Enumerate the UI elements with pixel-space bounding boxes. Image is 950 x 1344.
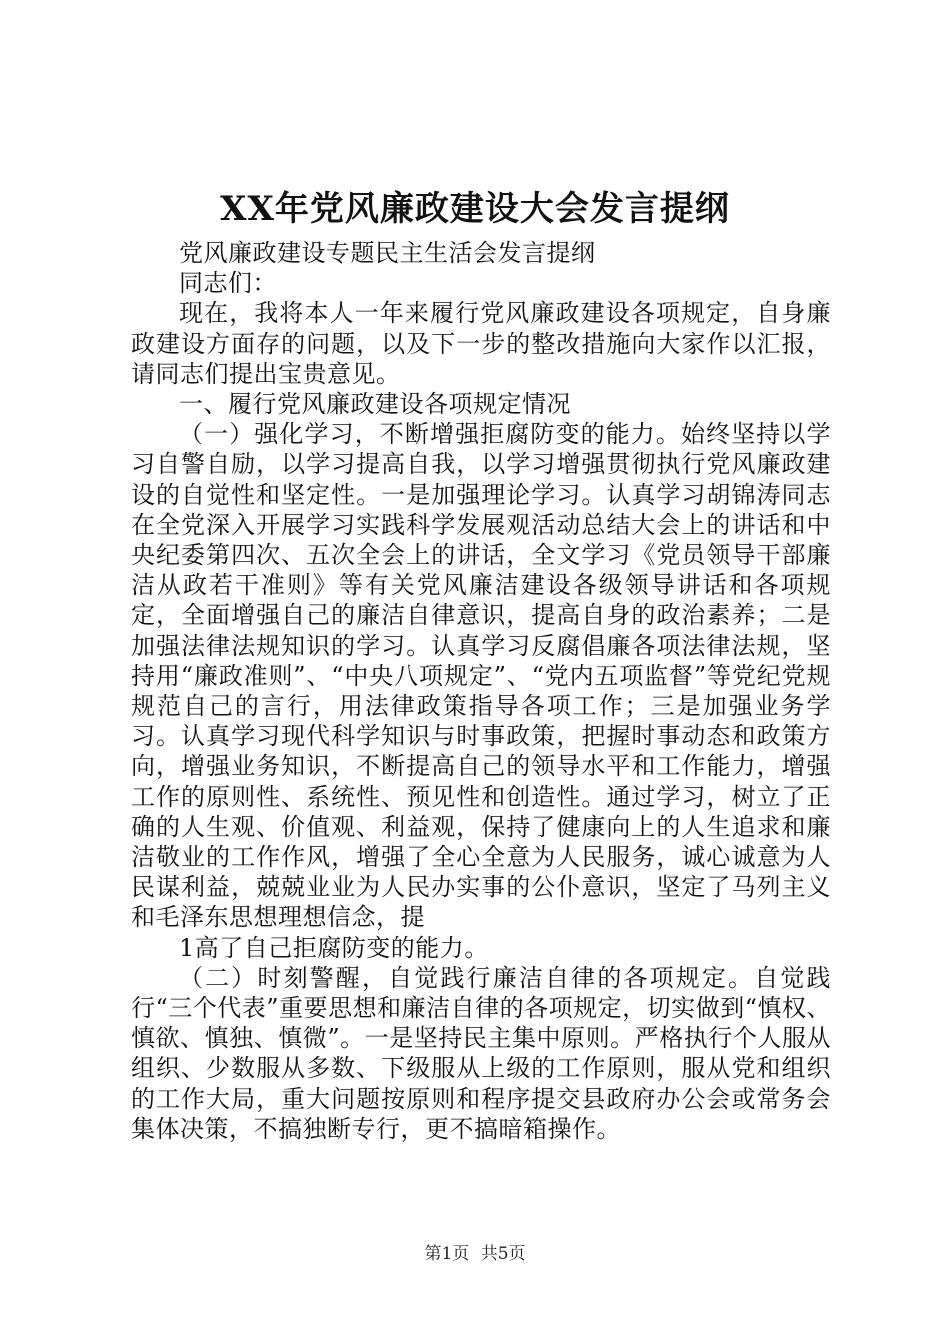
paragraph-study: （一）强化学习，不断增强拒腐防变的能力。始终坚持以学习自警自励，以学习提高自我，以学习增强贯彻执行党风廉政建设的自觉性和坚定性。一是加强理论学习。认真学习胡锦涛同志在全党深入开展学习实践科学发展观活动总结大会上的讲话和中央纪委第四次、五次全会上的讲话，全文学习《党员领导干部廉洁从政若干准则》等有关党风廉洁建设各级领导讲话和各项规定，全面增强自己的廉洁自律意识，提高自身的政治素养；二是加强法律法规知识的学习。认真学习反腐倡廉各项法律法规，坚持用“廉政准则”、“中央八项规定”、“党内五项监督”等党纪党规规范自己的言行，用法律政策指导各项工作；三是加强业务学习。认真学习现代科学知识与时事政策，把握时事动态和政策方向，增强业务知识，不断提高自己的领导水平和工作能力，增强工作的原则性、系统性、预见性和创造性。通过学习，树立了正确的人生观、价值观、利益观，保持了健康向上的人生追求和廉洁敬业的工作作风，增强了全心全意为人民服务，诚心诚意为人民谋利益，兢兢业业为人民办实事的公仆意识，坚定了马列主义和毛泽东思想理想信念，提 [131,420,831,932]
page-total: 共5页 [480,1244,526,1264]
paragraph-intro: 现在，我将本人一年来履行党风廉政建设各项规定，自身廉政建设方面存的问题，以及下一步的整改措施向大家作以汇报，请同志们提出宝贵意见。 [131,299,831,388]
paragraph-subtitle: 党风廉政建设专题民主生活会发言提纲 [179,239,596,267]
paragraph-greeting: 同志们： [179,269,277,298]
paragraph-continuation: 1高了自己拒腐防变的能力。 [179,933,489,962]
section-heading-1: 一、履行党风廉政建设各项规定情况 [179,390,571,419]
page-footer [0,1242,950,1266]
document-title: XX年党风廉政建设大会发言提纲 [220,189,730,229]
document-body [131,238,831,1144]
page-number: 第1页 [424,1244,470,1264]
paragraph-discipline: （二）时刻警醒，自觉践行廉洁自律的各项规定。自觉践行“三个代表”重要思想和廉洁自律的各项规定，切实做到“慎权、慎欲、慎独、慎微”。一是坚持民主集中原则。严格执行个人服从组织、少数服从多数、下级服从上级的工作原则，服从党和组织的工作大局，重大问题按原则和程序提交县政府办公会或常务会集体决策，不搞独断专行，更不搞暗箱操作。 [131,963,831,1143]
